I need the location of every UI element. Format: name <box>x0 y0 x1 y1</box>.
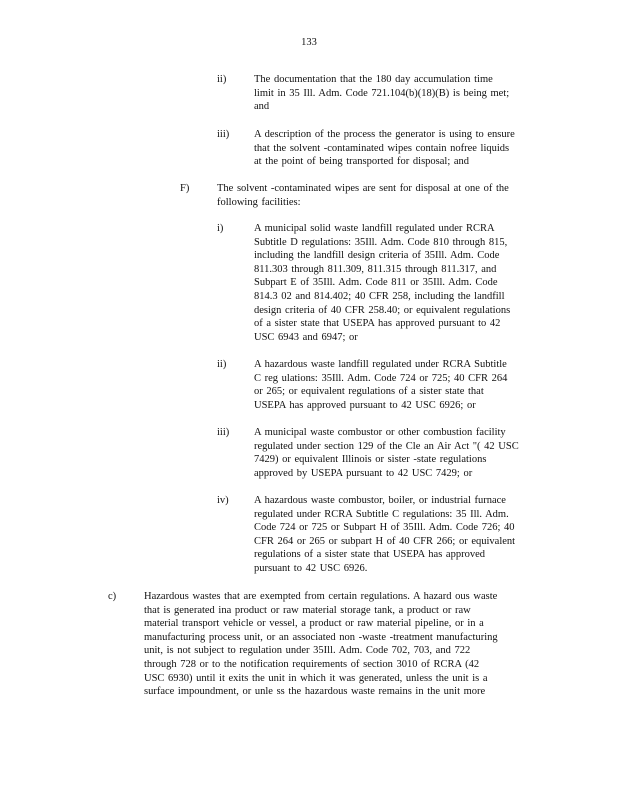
text-line: that the solvent -contaminated wipes contain nofree liquids <box>254 142 510 154</box>
text-line: 814.3 02 and 814.402; 40 CFR 258, including the landfill <box>254 290 505 302</box>
item-text <box>254 73 535 114</box>
text-line: regulated under section 129 of the Cle an Air Act "( 42 USC <box>254 440 519 452</box>
item-label: c) <box>108 591 117 602</box>
text-line: A description of the process the generator is using to ensure <box>254 129 515 140</box>
text-line: and <box>254 101 270 113</box>
text-line: A hazardous waste combustor, boiler, or industrial furnace <box>254 495 506 506</box>
item-label: i) <box>217 223 224 234</box>
text-line: following facilities: <box>217 196 301 208</box>
text-line: Subpart E of 35Ill. Adm. Code 811 or 35Ill. Adm. Code <box>254 277 498 289</box>
text-line: surface impoundment, or unle ss the hazardous waste remains in the unit more <box>144 686 486 698</box>
item-label: ii) <box>217 359 227 370</box>
item-text <box>254 426 537 480</box>
text-line: material transport vehicle or vessel, a product or raw material pipeline, or in a <box>144 618 484 630</box>
text-line: through 728 or to the notification requirements of section 3010 of RCRA (42 <box>144 658 480 670</box>
item-label: iv) <box>217 495 229 506</box>
text-line: C reg ulations: 35Ill. Adm. Code 724 or 725; 40 CFR 264 <box>254 372 508 384</box>
text-line: pursuant to 42 USC 6926. <box>254 562 368 574</box>
text-line: The solvent -contaminated wipes are sent for disposal at one of the <box>217 183 509 194</box>
text-line: Subtitle D regulations: 35Ill. Adm. Code 810 through 815, <box>254 236 508 248</box>
item-text <box>254 222 537 344</box>
text-line: that is generated ina product or raw material storage tank, a product or raw <box>144 604 471 616</box>
text-line: of a sister state that USEPA has approved pursuant to 42 <box>254 318 501 330</box>
text-line: including the landfill design criteria of 35Ill. Adm. Code <box>254 250 500 262</box>
text-line: A municipal waste combustor or other combustion facility <box>254 427 506 438</box>
text-line: 7429) or equivalent Illinois or sister -state regulations <box>254 454 487 466</box>
text-line: CFR 264 or 265 or subpart H of 40 CFR 266; or equivalent <box>254 535 516 547</box>
text-line: unit, is not subject to regulation under 35Ill. Adm. Code 702, 703, and 722 <box>144 645 471 657</box>
text-line: USEPA has approved pursuant to 42 USC 6926; or <box>254 399 476 411</box>
text-line: A municipal solid waste landfill regulated under RCRA <box>254 223 495 234</box>
item-label: F) <box>180 183 190 194</box>
item-text <box>254 494 537 576</box>
text-line: at the point of being transported for disposal; and <box>254 156 470 168</box>
text-line: Hazardous wastes that are exempted from certain regulations. A hazard ous waste <box>144 591 498 602</box>
text-line: 811.303 through 811.309, 811.315 through 811.317, and <box>254 263 497 275</box>
text-line: design criteria of 40 CFR 258.40; or equivalent regulations <box>254 304 511 316</box>
item-text <box>144 590 522 699</box>
item-text <box>217 182 537 209</box>
text-line: manufacturing process unit, or an associated non -waste -treatment manufacturing <box>144 631 498 643</box>
text-line: approved by USEPA pursuant to 42 USC 7429; or <box>254 467 473 479</box>
item-label: iii) <box>217 427 230 438</box>
text-line: limit in 35 Ill. Adm. Code 721.104(b)(18)(B) is being met; <box>254 87 510 99</box>
text-line: regulated under RCRA Subtitle C regulations: 35 Ill. Adm. <box>254 508 509 520</box>
item-text <box>254 128 537 169</box>
item-label: iii) <box>217 129 230 140</box>
text-line: USC 6943 and 6947; or <box>254 331 358 343</box>
text-line: USC 6930) until it exits the unit in which it was generated, unless the unit is a <box>144 672 488 684</box>
item-label: ii) <box>217 74 227 85</box>
text-line: The documentation that the 180 day accumulation time <box>254 74 493 85</box>
item-text <box>254 358 537 412</box>
text-line: A hazardous waste landfill regulated under RCRA Subtitle <box>254 359 507 370</box>
page-number: 133 <box>301 37 317 48</box>
text-line: or 265; or equivalent regulations of a sister state that <box>254 386 484 398</box>
text-line: regulations of a sister state that USEPA has approved <box>254 549 485 561</box>
text-line: Code 724 or 725 or Subpart H of 35Ill. Adm. Code 726; 40 <box>254 522 515 534</box>
